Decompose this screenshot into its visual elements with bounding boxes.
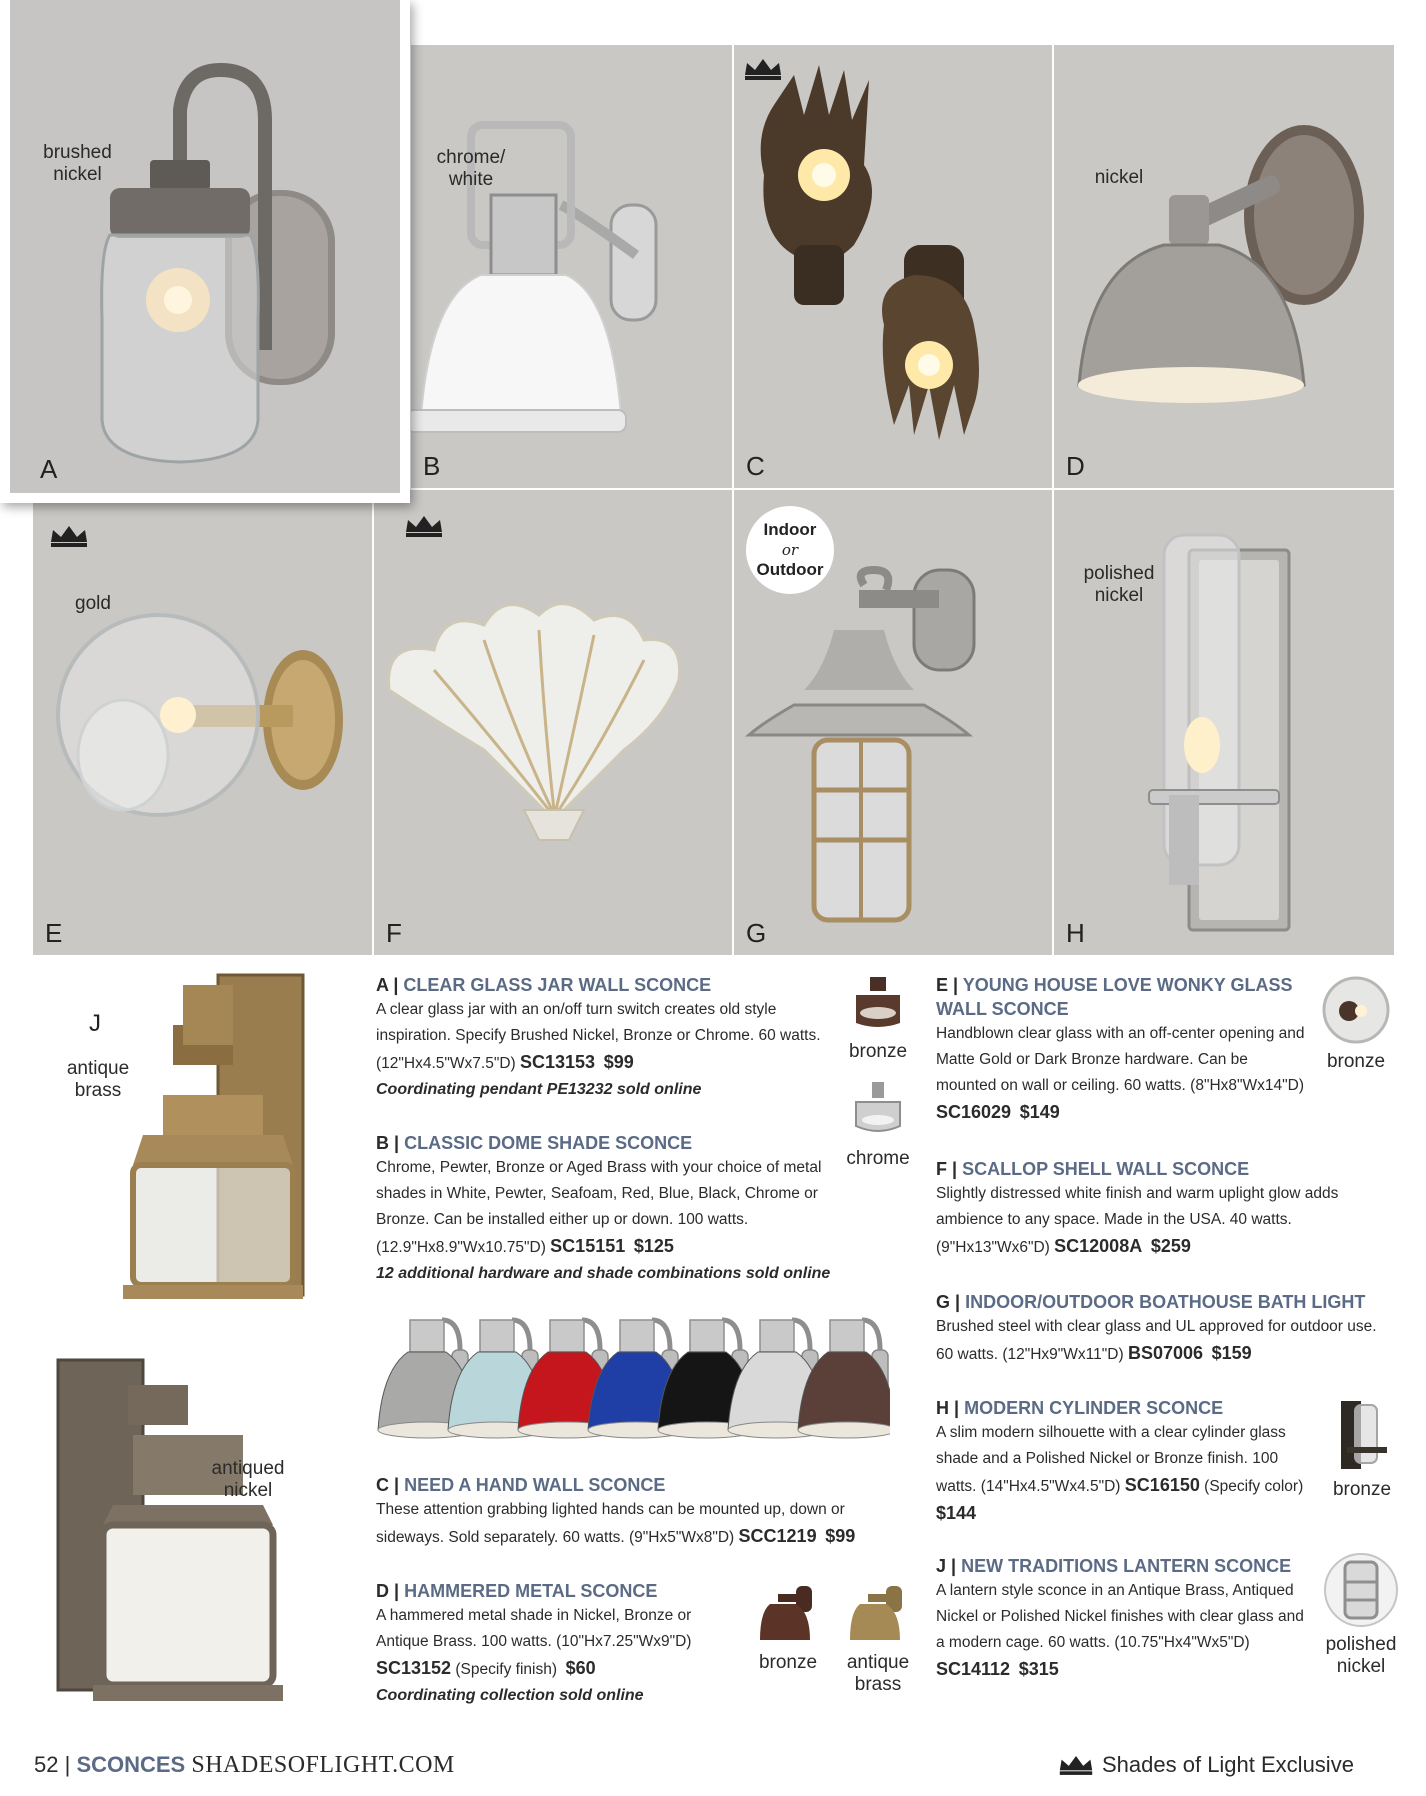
finish-label-a: brushed nickel: [43, 142, 112, 185]
product-image-h[interactable]: [1054, 490, 1394, 955]
product-b-title: B | CLASSIC DOME SHADE SCONCE: [376, 1133, 693, 1153]
chrome-fitter-icon: [848, 1082, 908, 1142]
product-e-desc: Handblown clear glass with an off-center opening and Matte Gold or Dark Bronze hardware. Can be mounted on wall or ceiling. 60 watts. (8"Hx8"Wx14"D) SC16029 $149: [936, 1025, 1305, 1122]
product-image-g[interactable]: [734, 490, 1052, 955]
wonky-glass-sconce-illustration: [33, 490, 372, 955]
hammered-sconce-illustration: [1054, 45, 1394, 488]
product-g-desc: Brushed steel with clear glass and UL approved for outdoor use. 60 watts. (12"Hx9"Wx11"D) BS07006 $159: [936, 1318, 1377, 1363]
finish-label-d: nickel: [1094, 167, 1144, 188]
tile-letter-h: H: [1066, 918, 1085, 948]
swatch-a-bronze-label: bronze: [848, 1041, 908, 1062]
product-c-sku: SCC1219: [738, 1526, 817, 1546]
product-image-b[interactable]: [411, 45, 732, 488]
swatch-a-bronze[interactable]: [838, 975, 918, 1063]
swatch-d-brass[interactable]: [833, 1582, 923, 1696]
swatch-j-polished-label: polished nickel: [1325, 1634, 1397, 1677]
j-letter: J: [89, 1010, 101, 1037]
product-image-d[interactable]: [1054, 45, 1394, 488]
footer-page-info: [34, 1752, 455, 1779]
product-j: [936, 1554, 1316, 1684]
product-d: [376, 1579, 756, 1709]
shade-variant: [798, 1320, 890, 1438]
tile-letter-d: D: [1066, 451, 1085, 481]
swatch-j-polished[interactable]: [1316, 1552, 1406, 1678]
brass-hammered-icon: [846, 1582, 910, 1646]
polished-nickel-lantern-icon: [1323, 1552, 1399, 1628]
swatch-a-chrome[interactable]: [838, 1082, 918, 1170]
product-h-desc: A slim modern silhouette with a clear cylinder glass shade and a Polished Nickel or Bronze finish. 100 watts. (14"Hx4.5"Wx4.5"D) SC16150 (Specify color) $144: [936, 1424, 1304, 1523]
tile-letter-a: A: [40, 454, 58, 484]
tile-letter-e: E: [45, 918, 63, 948]
product-g: [936, 1290, 1386, 1368]
bronze-globe-icon: [1321, 975, 1391, 1045]
product-h: [936, 1396, 1316, 1528]
product-b: [376, 1131, 896, 1287]
product-f-price: $259: [1150, 1236, 1191, 1256]
dome-sconce-illustration: [411, 45, 732, 488]
product-c-price: $99: [825, 1526, 856, 1546]
product-b-note[interactable]: 12 additional hardware and shade combinations sold online: [376, 1265, 831, 1282]
swatch-a-chrome-label: chrome: [846, 1148, 910, 1169]
product-d-price: $60: [565, 1658, 596, 1678]
product-c-desc: These attention grabbing lighted hands can be mounted up, down or sideways. Sold separately. 60 watts. (9"Hx5"Wx8"D) SCC1219 $99: [376, 1501, 856, 1546]
product-image-a[interactable]: [0, 0, 410, 503]
product-image-e[interactable]: [33, 490, 372, 955]
swatch-h-bronze[interactable]: [1322, 1397, 1402, 1501]
product-a-title: A | CLEAR GLASS JAR WALL SCONCE: [376, 975, 712, 995]
product-h-price: $144: [936, 1503, 977, 1523]
product-c-title: C | NEED A HAND WALL SCONCE: [376, 1475, 666, 1495]
finish-label-j-top: antique brass: [66, 1058, 130, 1101]
boathouse-light-illustration: [734, 490, 1052, 955]
product-b-desc: Chrome, Pewter, Bronze or Aged Brass with your choice of metal shades in White, Pewter, Seafoam, Red, Blue, Black, Chrome or Bronze. Can be installed either up or down. 100 watts. (12.9"Hx8.9"Wx10.75"D) SC15151 $125: [376, 1159, 822, 1256]
jar-sconce-illustration: [10, 0, 400, 493]
scallop-shell-sconce-illustration: [374, 490, 732, 955]
product-d-spec: (Specify finish): [455, 1661, 558, 1678]
crown-icon: [1058, 1754, 1094, 1776]
shade-combinations-row: [370, 1290, 890, 1460]
product-j-title: J | NEW TRADITIONS LANTERN SCONCE: [936, 1556, 1292, 1576]
product-a-sku: SC13153: [520, 1052, 596, 1072]
product-a-note[interactable]: Coordinating pendant PE13232 sold online: [376, 1081, 702, 1098]
product-j-desc: A lantern style sconce in an Antique Brass, Antiqued Nickel or Polished Nickel finishes with clear glass and a modern cage. 60 watts. (10.75"Hx4"Wx5"D) SC14112 $315: [936, 1582, 1304, 1679]
product-b-sku: SC15151: [550, 1236, 626, 1256]
product-e: [936, 973, 1326, 1127]
product-g-price: $159: [1211, 1343, 1252, 1363]
product-a-desc: A clear glass jar with an on/off turn switch creates old style inspiration. Specify Brushed Nickel, Bronze or Chrome. 60 watts. (12"Hx4.5"Wx7.5"D) SC13153 $99: [376, 1001, 821, 1072]
badge-line-1: Indoor: [763, 520, 817, 539]
product-c: [376, 1473, 906, 1551]
bronze-hammered-icon: [756, 1582, 820, 1646]
bronze-fitter-icon: [848, 975, 908, 1035]
product-d-note[interactable]: Coordinating collection sold online: [376, 1687, 644, 1704]
product-d-title: D | HAMMERED METAL SCONCE: [376, 1581, 658, 1601]
product-image-f[interactable]: [374, 490, 732, 955]
swatch-e-bronze-label: bronze: [1326, 1051, 1386, 1072]
exclusive-label: Shades of Light Exclusive: [1102, 1752, 1354, 1777]
product-a: [376, 973, 826, 1103]
product-d-sku: SC13152: [376, 1658, 452, 1678]
cylinder-sconce-illustration: [1054, 490, 1394, 955]
product-b-price: $125: [633, 1236, 674, 1256]
swatch-d-bronze-label: bronze: [758, 1652, 818, 1673]
product-h-spec: (Specify color): [1204, 1478, 1304, 1495]
product-f-title: F | SCALLOP SHELL WALL SCONCE: [936, 1159, 1250, 1179]
tile-letter-b: B: [423, 451, 441, 481]
product-h-title: H | MODERN CYLINDER SCONCE: [936, 1398, 1224, 1418]
bronze-cylinder-icon: [1327, 1397, 1397, 1473]
product-image-a-photo: [10, 0, 400, 493]
product-f-desc: Slightly distressed white finish and warm uplight glow adds ambience to any space. Made in the USA. 40 watts. (9"Hx13"Wx6"D) SC12008A $259: [936, 1185, 1339, 1256]
swatch-e-bronze[interactable]: [1316, 975, 1396, 1073]
swatch-d-brass-label: antique brass: [846, 1652, 910, 1695]
finish-label-h: polished nickel: [1083, 563, 1155, 606]
product-f-sku: SC12008A: [1054, 1236, 1143, 1256]
product-image-c[interactable]: [734, 45, 1052, 488]
finish-label-b: chrome/ white: [436, 147, 506, 190]
tile-letter-c: C: [746, 451, 765, 481]
footer-exclusive: [1058, 1752, 1354, 1778]
finish-label-j-bottom: antiqued nickel: [211, 1458, 285, 1501]
product-g-sku: BS07006: [1127, 1343, 1204, 1363]
product-h-sku: SC16150: [1124, 1475, 1200, 1495]
product-j-price: $315: [1018, 1659, 1059, 1679]
badge-line-3: Outdoor: [756, 560, 824, 579]
badge-line-2: or: [781, 541, 799, 559]
swatch-h-bronze-label: bronze: [1332, 1479, 1392, 1500]
product-f: [936, 1157, 1376, 1261]
brand-url[interactable]: SHADESOFLIGHT.COM: [191, 1752, 455, 1778]
product-e-title: E | YOUNG HOUSE LOVE WONKY GLASS WALL SCONCE: [936, 975, 1293, 1019]
page-number: 52 |: [34, 1752, 71, 1777]
product-e-price: $149: [1019, 1102, 1060, 1122]
product-j-sku: SC14112: [936, 1659, 1011, 1679]
product-d-desc: A hammered metal shade in Nickel, Bronze or Antique Brass. 100 watts. (10"Hx7.25"Wx9"D) SC13152 (Specify finish) $60: [376, 1607, 692, 1678]
hand-sconces-illustration: [734, 45, 1052, 488]
product-e-sku: SC16029: [936, 1102, 1012, 1122]
product-a-price: $99: [603, 1052, 634, 1072]
finish-label-e: gold: [75, 593, 111, 614]
tile-letter-g: G: [746, 918, 767, 948]
product-g-title: G | INDOOR/OUTDOOR BOATHOUSE BATH LIGHT: [936, 1292, 1366, 1312]
section-name: SCONCES: [76, 1752, 186, 1777]
product-image-j[interactable]: [33, 965, 363, 1740]
tile-letter-f: F: [386, 918, 402, 948]
swatch-d-bronze[interactable]: [748, 1582, 828, 1674]
